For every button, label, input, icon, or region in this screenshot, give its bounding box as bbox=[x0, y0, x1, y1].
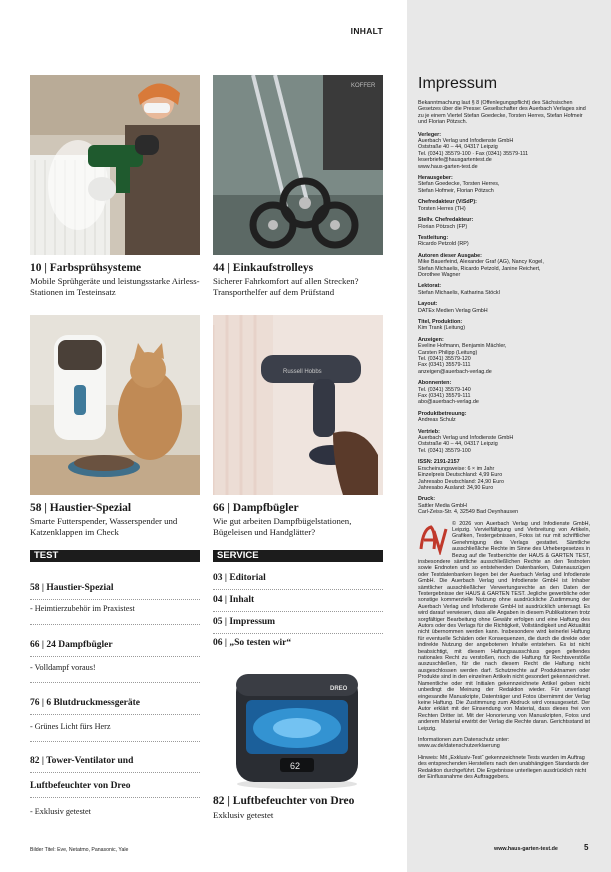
service-item-inhalt[interactable]: 04 | Inhalt bbox=[213, 595, 255, 605]
test-item-desc: - Heimtierzubehör im Praxistest bbox=[30, 604, 135, 613]
copyright-section bbox=[418, 521, 590, 732]
imprint-block-line: Einzelpreis Deutschland: 4,99 Euro bbox=[418, 472, 503, 479]
imprint-block-heading: Titel, Produktion: bbox=[418, 318, 463, 325]
imprint-block-line: Stefan Goedecke, Torsten Herres, bbox=[418, 181, 500, 188]
test-item-blutdruck-desc bbox=[30, 722, 200, 732]
section-header: INHALT bbox=[350, 26, 383, 36]
imprint-block-line: Jahresabo Ausland: 34,90 Euro bbox=[418, 484, 494, 491]
test-item-desc: - Grünes Licht fürs Herz bbox=[30, 722, 111, 731]
test-item-desc: - Exklusiv getestet bbox=[30, 807, 91, 816]
imprint-block-line: Tel. (0341) 35579-120 bbox=[418, 356, 471, 362]
feature-desc-dreo: Exklusiv getestet bbox=[213, 810, 274, 820]
page-number: 5 bbox=[584, 843, 589, 852]
privacy-note: Informationen zum Datenschutz unter: www.av.de/datenschutzerklaerung bbox=[418, 736, 510, 750]
imprint-block-line: Kim Trank (Leitung) bbox=[418, 325, 466, 332]
test-item-title: 82 | Tower-Ventilator und bbox=[30, 756, 134, 766]
divider bbox=[30, 599, 200, 600]
article-title-farbspruehsysteme: 10 | Farbsprühsysteme bbox=[30, 262, 142, 274]
imprint-block-line: Tel. (0341) 35579-100 · Fax (0341) 35579-111 bbox=[418, 150, 529, 157]
divider bbox=[30, 682, 200, 683]
imprint-block-heading: Herausgeber: bbox=[418, 175, 453, 182]
imprint-block bbox=[418, 337, 590, 375]
imprint-title: Impressum bbox=[418, 75, 498, 92]
imprint-block-line: Andreas Schulz bbox=[418, 417, 456, 424]
imprint-block-line: anzeigen@auerbach-verlag.de bbox=[418, 368, 492, 375]
test-item-haustier-desc bbox=[30, 604, 200, 614]
test-item-dreo[interactable] bbox=[30, 756, 200, 767]
steamer-photo bbox=[213, 315, 383, 495]
publisher-logo-icon bbox=[418, 523, 448, 555]
test-item-title: 76 | 6 Blutdruckmessgeräte bbox=[30, 698, 141, 708]
bag-text: KOFFER bbox=[351, 83, 376, 89]
shopping-trolley-photo bbox=[213, 75, 383, 255]
imprint-block-heading: Abonnenten: bbox=[418, 380, 452, 387]
divider bbox=[213, 611, 383, 612]
imprint-block-line: Stefan Michaelis, Katharina Stöckl bbox=[418, 289, 500, 296]
imprint-block-line: Fax (0341) 35579-111 bbox=[418, 362, 471, 369]
service-item-impressum[interactable]: 05 | Impressum bbox=[213, 617, 276, 627]
divider bbox=[30, 797, 200, 798]
imprint-block-line: Jahresabo Deutschland: 24,90 Euro bbox=[418, 478, 505, 485]
imprint-block-line: abo@auerbach-verlag.de bbox=[418, 399, 479, 406]
imprint-block bbox=[418, 175, 590, 194]
imprint-block bbox=[418, 235, 590, 248]
imprint-block-heading: Vertrieb: bbox=[418, 428, 440, 435]
article-desc-dampfbuegler: Wie gut arbeiten Dampfbügelstationen, Bügeleisen und Handglätter? bbox=[213, 516, 352, 537]
imprint-block-line: Florian Pötzsch (FP) bbox=[418, 223, 468, 230]
imprint-block bbox=[418, 319, 590, 332]
humidifier-display: 62 bbox=[290, 761, 301, 771]
humidifier-photo bbox=[222, 660, 372, 790]
test-section-heading: TEST bbox=[30, 550, 200, 562]
imprint-block-heading: Layout: bbox=[418, 301, 438, 308]
test-item-dampfbuegler-desc bbox=[30, 663, 200, 673]
imprint-block-heading: Chefredakteur (ViSdP): bbox=[418, 199, 477, 206]
service-item-editorial[interactable]: 03 | Editorial bbox=[213, 573, 266, 583]
test-item-title: 58 | Haustier-Spezial bbox=[30, 583, 114, 593]
imprint-block-line: www.haus-garten-test.de bbox=[418, 163, 478, 170]
test-item-title-continued: Luftbefeuchter von Dreo bbox=[30, 781, 131, 791]
imprint-block-heading: Stellv. Chefredakteur: bbox=[418, 217, 474, 224]
exclusive-test-notice: Hinweis: Mit „Exklusiv-Test“ gekennzeichnete Tests wurden im Auftrag des entsprechenden Herstellers nach den unabhängigen Standards der Redaktion durchgeführt. Die Ergebnisse unterliegen ausdrücklich nicht der Einflussnahme des Auftraggebers. bbox=[418, 754, 589, 780]
imprint-block bbox=[418, 217, 590, 230]
imprint-block bbox=[418, 301, 590, 314]
article-desc-haustier: Smarte Futterspender, Wasserspender und Katzenklappen im Check bbox=[30, 516, 178, 537]
imprint-block bbox=[418, 283, 590, 296]
imprint-block-heading: Testleitung: bbox=[418, 234, 449, 241]
spray-painter-photo bbox=[30, 75, 200, 255]
test-item-title: 66 | 24 Dampfbügler bbox=[30, 640, 113, 650]
test-item-dampfbuegler[interactable] bbox=[30, 640, 200, 651]
imprint-body bbox=[418, 100, 590, 780]
imprint-block-heading: Anzeigen: bbox=[418, 336, 444, 343]
divider bbox=[213, 589, 383, 590]
imprint-block-line: Stefan Michaelis, Ricardo Petzold, Janine Reichert, bbox=[418, 265, 541, 272]
divider bbox=[30, 714, 200, 715]
humidifier-brand: DREO bbox=[330, 686, 348, 692]
imprint-block-line: Carsten Philipp (Leitung) bbox=[418, 349, 478, 356]
imprint-block-line: Tel. (0341) 35579-100 bbox=[418, 447, 471, 454]
article-title-einkaufstrolleys: 44 | Einkaufstrolleys bbox=[213, 262, 314, 274]
image-credits: Bilder Titel: Eve, Netatmo, Panasonic, Yale bbox=[30, 847, 129, 853]
imprint-blocks bbox=[418, 132, 590, 516]
copyright-text: © 2026 von Auerbach Verlag und Infodienste GmbH, Leipzig. Vervielfältigung und Verbreitung von Artikeln, Grafiken, Testergebnissen, Fotos ist nur mit schriftlicher Genehmigung des Verlags gestattet. Sämtliche ausschließliche Rechte im Sinne des Urhebergesetzes in Bezug auf die Testberichte der HAUS & GARTEN TEST, insbesondere sämtliche ausschließlichen Rechte an den Testnoten sowie Endnoten und so entstehenden Datenbanken, Datenauszügen oder Testdatenbanken liegen bei der Auerbach Verlag und Infodienste GmbH. Die Auerbach Verlag und Infodienste GmbH ist Inhaber sämtlicher ausschließlicher Verwertungsrechte an den Daten der Testergebnisse der HAUS & GARTEN TEST. Jegliche gewerbliche oder sonstige kommerzielle Nutzung ohne ausdrückliche Zustimmung der Auerbach Verlag und Infodienste GmbH ist ausdrücklich untersagt. Es wird darauf verwiesen, dass alle Angaben in diesem Publikationen trotz sorgfältiger Bearbeitung ohne Gewähr erfolgen und eine Haftung des Autors oder des Verlags für die Richtigkeit, Vollständigkeit und Aktualität nicht übernommen werden kann. Insbesondere wird keinerlei Haftung für eventuelle Schäden oder Konsequenzen, die durch die direkte oder indirekte Nutzung der angebotenen Inhalte entstehen. Es ist nicht beabsichtigt, mit diesem Haftungsausschluss gegen geltendes nationales Recht zu verstoßen, noch die Haftung für Rechtsverstöße auszuschließen, für die nach diesem Recht die Haftung nicht ausgeschlossen werden darf. Schutzrechte auf Produktnamen oder Produkte sind in den einzelnen Artikeln nicht gesondert gekennzeichnet. Namentliche oder mit Initialen gekennzeichnete Artikel geben nicht unbedingt die Meinung der Redaktion wieder. Für unverlangt eingesandte Manuskripte, Datenträger und Fotos übernimmt der Verlag keine Haftung. Die Zustimmung zum Abdruck wird vorausgesetzt. Der Autor erklärt mit der Einsendung von Material, dass dieses frei von Rechten Dritter ist. Mit der Honorierung von Manuskripten, Fotos und anderem Material erwirbt der Verlag die Rechte daran. Gerichtsstand ist Leipzig. bbox=[418, 520, 591, 732]
imprint-block bbox=[418, 380, 590, 406]
imprint-block bbox=[418, 496, 590, 515]
imprint-block-heading: Druck: bbox=[418, 496, 436, 503]
divider bbox=[30, 624, 200, 625]
imprint-block-heading: Verleger: bbox=[418, 131, 442, 138]
imprint-block-line: Erscheinungsweise: 6 × im Jahr bbox=[418, 465, 495, 472]
imprint-block-line: Torsten Herres (TH) bbox=[418, 205, 466, 212]
imprint-block-line: Auerbach Verlag und Infodienste GmbH bbox=[418, 435, 514, 442]
imprint-block-heading: Lektorat: bbox=[418, 283, 442, 290]
article-desc-farbspruehsysteme: Mobile Sprühgeräte und leistungsstarke Airless-Stationen im Testeinsatz bbox=[30, 276, 200, 297]
imprint-block bbox=[418, 199, 590, 212]
feature-title-dreo: 82 | Luftbefeuchter von Dreo bbox=[213, 795, 355, 807]
imprint-block bbox=[418, 411, 590, 424]
iron-brand-text: Russell Hobbs bbox=[283, 369, 322, 375]
imprint-block-line: Oststraße 40 – 44, 04317 Leipzig bbox=[418, 441, 498, 448]
imprint-block-line: Oststraße 40 – 44, 04317 Leipzig bbox=[418, 144, 498, 151]
imprint-block bbox=[418, 429, 590, 455]
test-item-dreo-title2 bbox=[30, 781, 200, 792]
imprint-block-line: Stefan Hofmeir, Florian Pötzsch bbox=[418, 187, 494, 194]
imprint-block bbox=[418, 132, 590, 170]
article-title-haustier: 58 | Haustier-Spezial bbox=[30, 502, 132, 514]
cat-feeder-photo bbox=[30, 315, 200, 495]
test-item-dreo-desc bbox=[30, 807, 200, 817]
article-title-dampfbuegler: 66 | Dampfbügler bbox=[213, 502, 299, 514]
imprint-block-heading: Autoren dieser Ausgabe: bbox=[418, 252, 482, 259]
imprint-block-line: Eveline Hofmann, Benjamin Mächler, bbox=[418, 343, 507, 350]
imprint-block-line: Tel. (0341) 35579-140 bbox=[418, 386, 471, 393]
test-item-haustier[interactable] bbox=[30, 583, 200, 594]
imprint-block-line: Carl-Zeiss-Str. 4, 32549 Bad Oeynhausen bbox=[418, 509, 519, 516]
imprint-block-line: DATEx Medien Verlag GmbH bbox=[418, 307, 488, 314]
imprint-block-line: Ricardo Petzold (RP) bbox=[418, 241, 469, 248]
divider bbox=[30, 741, 200, 742]
imprint-block-line: Mike Bauerfeind, Alexander Graf (AG), Nancy Kogel, bbox=[418, 259, 544, 266]
imprint-block-heading: Produktbetreuung: bbox=[418, 410, 467, 417]
imprint-block-line: Auerbach Verlag und Infodienste GmbH bbox=[418, 138, 514, 145]
service-item-so-testen-wir[interactable]: 06 | „So testen wir“ bbox=[213, 638, 292, 648]
divider bbox=[30, 656, 200, 657]
divider bbox=[213, 633, 383, 634]
imprint-block-line: Dorothee Wagner bbox=[418, 271, 461, 278]
test-item-desc: - Volldampf voraus! bbox=[30, 663, 96, 672]
imprint-block-line: Sattler Media GmbH bbox=[418, 502, 467, 509]
imprint-block-line: leserbriefe@hausgartentest.de bbox=[418, 157, 492, 164]
article-desc-einkaufstrolleys: Sicherer Fahrkomfort auf allen Strecken? Transporthelfer auf dem Prüfstand bbox=[213, 276, 359, 297]
imprint-intro: Bekanntmachung laut § 8 (Offenlegungspflicht) des Sächsischen Gesetzes über die Presse: Gesellschafter des Auerbach Verlages sind zu je einem Viertel Stefan Goedecke, Torsten Herres, Stefan Hofmeir und Florian Pötzsch. bbox=[418, 100, 586, 126]
service-section-heading: SERVICE bbox=[213, 550, 383, 562]
imprint-block bbox=[418, 459, 590, 491]
imprint-block bbox=[418, 253, 590, 279]
divider bbox=[30, 772, 200, 773]
footer-url[interactable]: www.haus-garten-test.de bbox=[494, 846, 558, 852]
imprint-block-line: Fax (0341) 35579-111 bbox=[418, 393, 471, 400]
test-item-blutdruck[interactable] bbox=[30, 698, 200, 709]
imprint-block-heading: ISSN: 2191-2157 bbox=[418, 459, 460, 466]
